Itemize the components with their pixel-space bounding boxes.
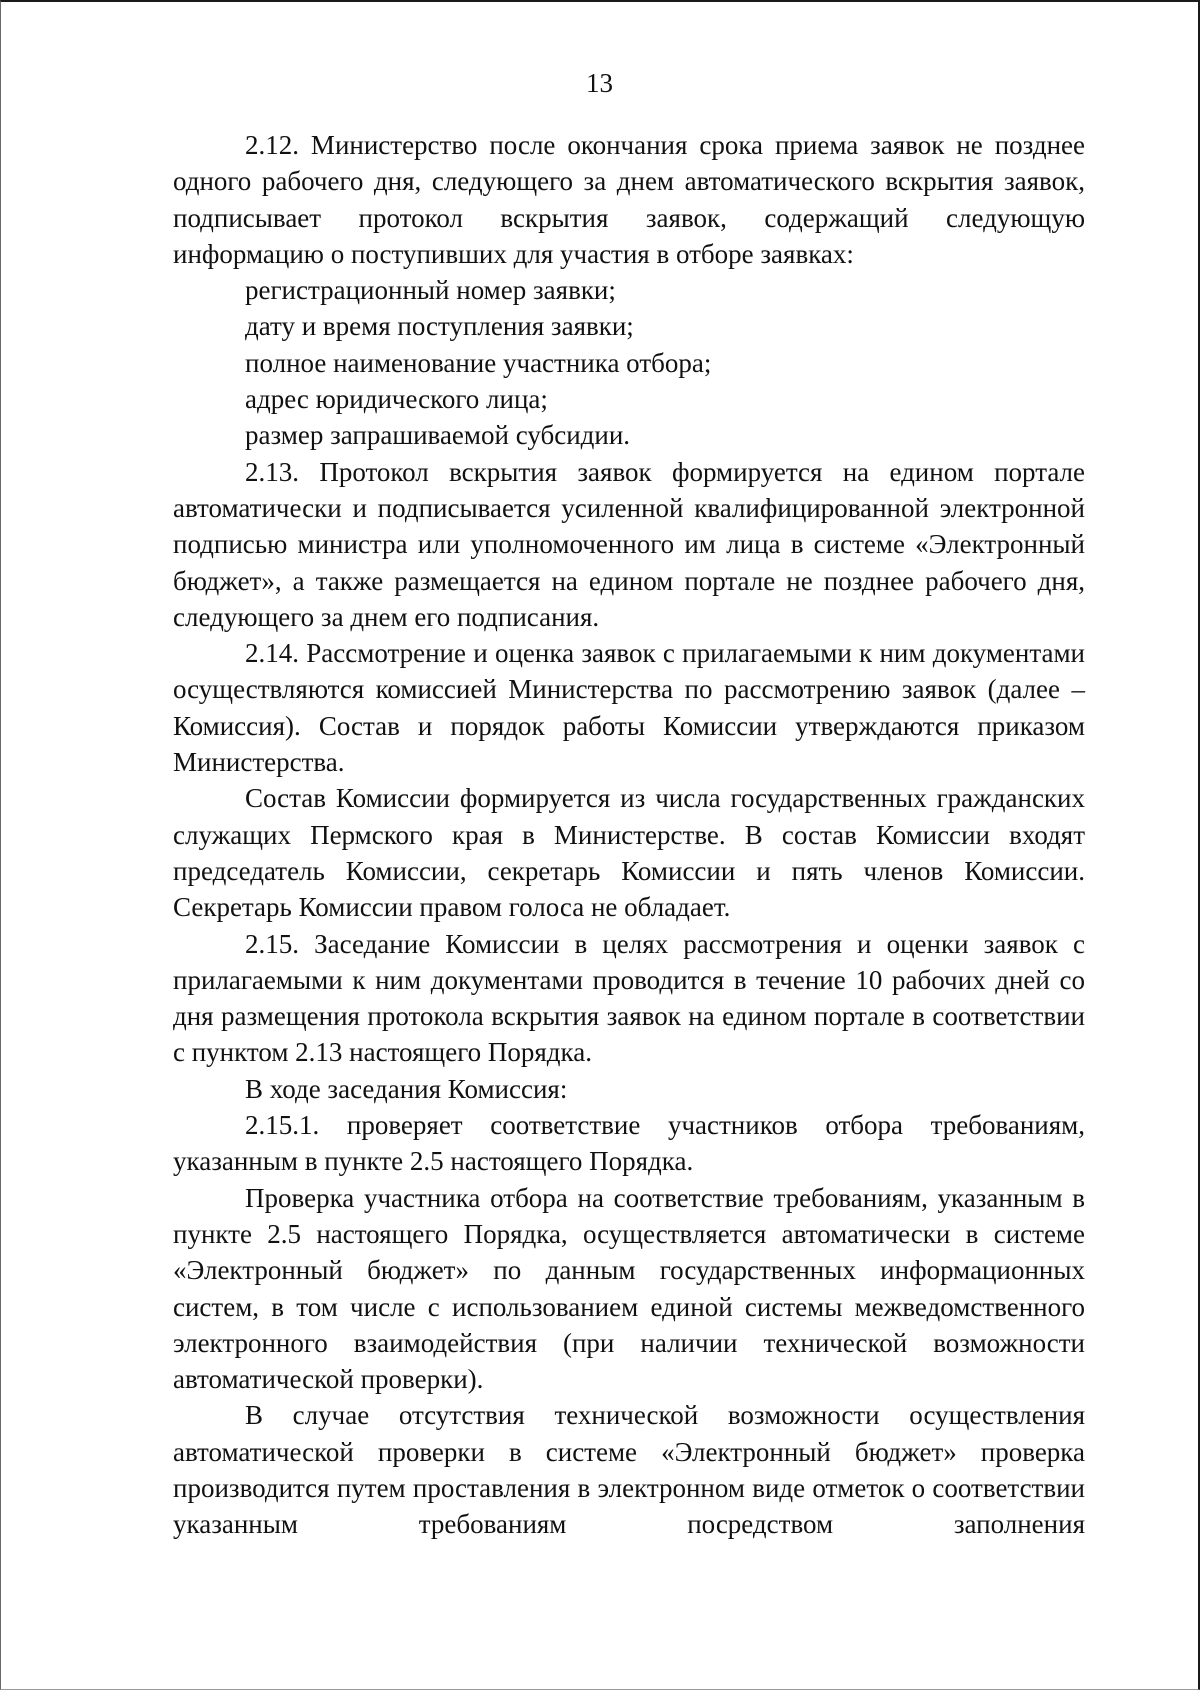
paragraph-automatic-check: Проверка участника отбора на соответствие требованиям, указанным в пункте 2.5 настоящего Порядка, осуществляется автоматически в системе «Электронный бюджет» по данным государственных информационных систем, в том числе с использованием единой системы межведомственного электронного взаимодействия (при наличии технической возможности автоматической проверки). [173,1182,1085,1395]
document-body [173,127,1085,1543]
list-item-registration-number: регистрационный номер заявки; [245,275,616,306]
paragraph-2-12: 2.12. Министерство после окончания срока приема заявок не позднее одного рабочего дня, следующего за днем автоматического вскрытия заявок, подписывает протокол вскрытия заявок, содержащий следующую информацию о поступивших для участия в отборе заявках: [173,130,1085,269]
paragraph-manual-check: В случае отсутствия технической возможности осуществления автоматической проверки в системе «Электронный бюджет» проверка производится путем проставления в электронном виде отметок о соответствии указанным требованиям посредством заполнения [173,1400,1085,1540]
paragraph-2-15-1: 2.15.1. проверяет соответствие участников отбора требованиям, указанным в пункте 2.5 настоящего Порядка. [173,1110,1085,1177]
paragraph-2-14: 2.14. Рассмотрение и оценка заявок с прилагаемыми к ним документами осуществляются комиссией Министерства по рассмотрению заявок (далее – Комиссия). Состав и порядок работы Комиссии утверждаются приказом Министерства. [173,638,1085,778]
paragraph-commission-composition: Состав Комиссии формируется из числа государственных гражданских служащих Пермского края в Министерстве. В состав Комиссии входят председатель Комиссии, секретарь Комиссии и пять членов Комиссии. Секретарь Комиссии правом голоса не обладает. [173,783,1085,923]
paragraph-meeting-intro: В ходе заседания Комиссия: [245,1073,568,1104]
page-number: 13 [586,68,613,98]
paragraph-2-13: 2.13. Протокол вскрытия заявок формируется на едином портале автоматически и подписывается усиленной квалифицированной электронной подписью министра или уполномоченного им лица в системе «Электронный бюджет», а также размещается на едином портале не позднее рабочего дня, следующего за днем его подписания. [173,456,1085,632]
paragraph-2-15: 2.15. Заседание Комиссии в целях рассмотрения и оценки заявок с прилагаемыми к ним документами проводится в течение 10 рабочих дней со дня размещения протокола вскрытия заявок на едином портале в соответствии с пунктом 2.13 настоящего Порядка. [173,928,1085,1068]
list-item-subsidy-amount: размер запрашиваемой субсидии. [245,420,631,451]
list-item-legal-address: адрес юридического лица; [245,384,548,415]
list-item-date-time: дату и время поступления заявки; [245,311,634,342]
list-item-participant-name: полное наименование участника отбора; [245,347,712,378]
